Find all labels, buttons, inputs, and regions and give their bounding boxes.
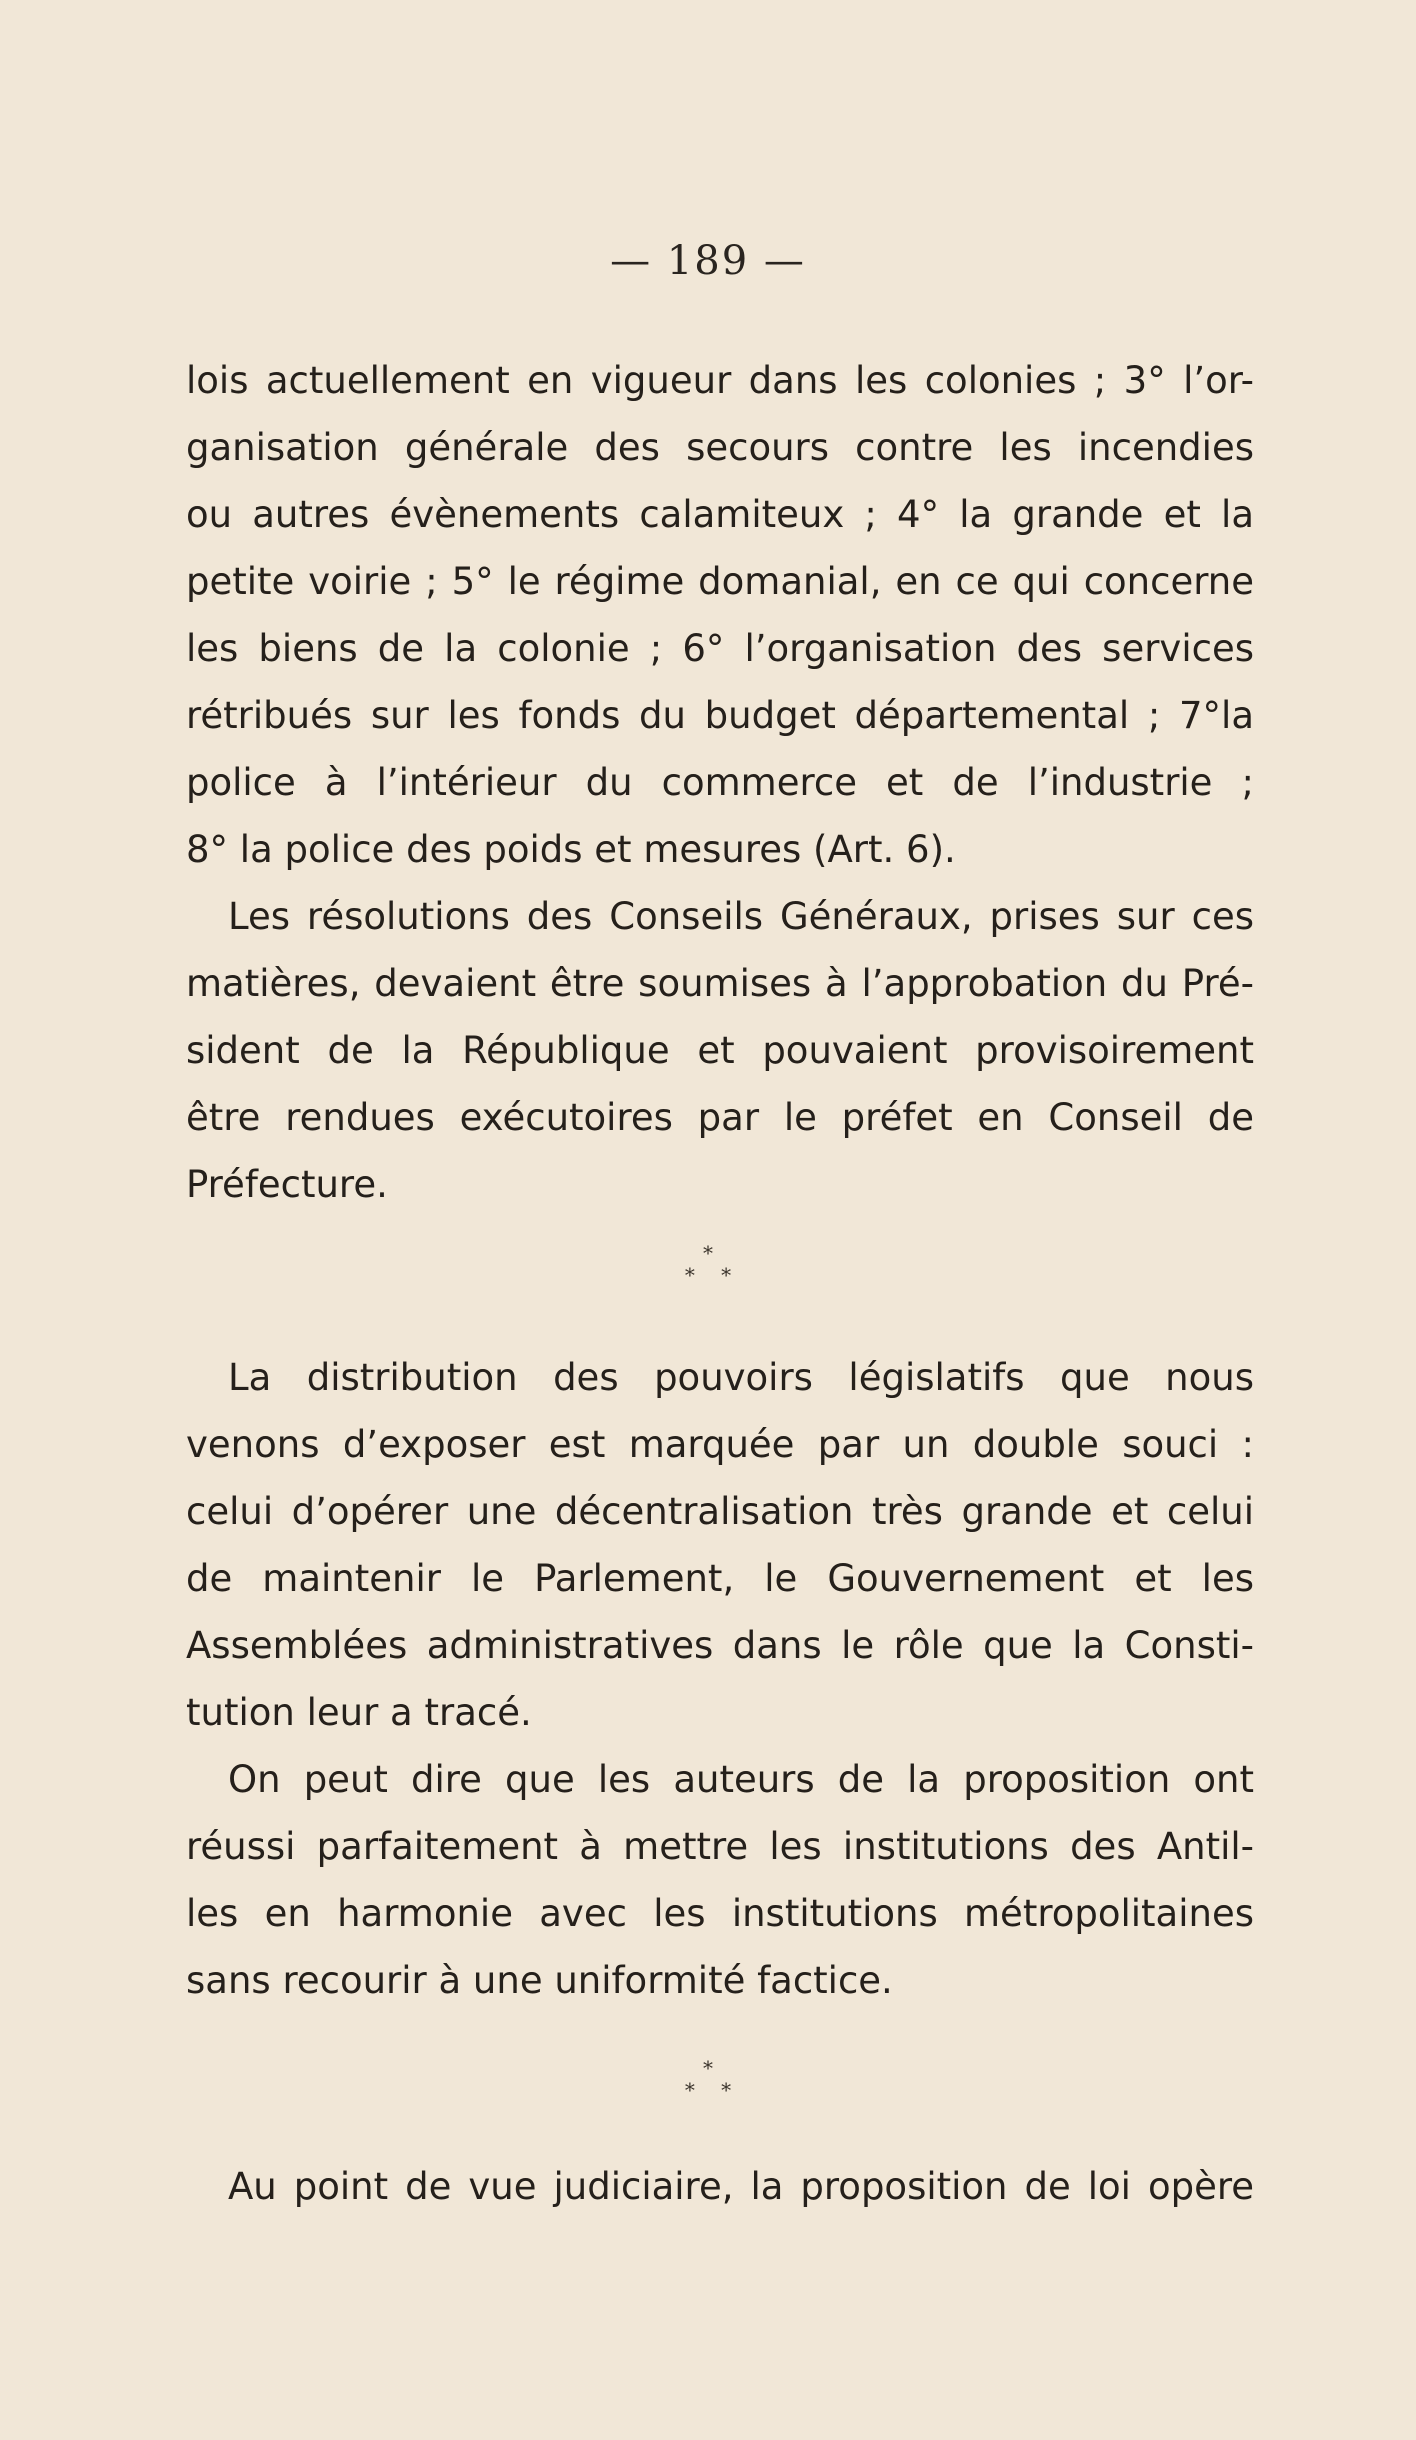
text-line: les biens de la colonie ; 6° l’organisation des services [186, 627, 1254, 670]
asterism-top: * [703, 1241, 713, 1265]
text-line: rétribués sur les fonds du budget départemental ; 7°la [186, 694, 1254, 737]
text-line: lois actuellement en vigueur dans les colonies ; 3° l’or- [186, 359, 1254, 402]
text-line: Au point de vue judiciaire, la proposition de loi opère [228, 2165, 1254, 2208]
text-line: ou autres évènements calamiteux ; 4° la grande et la [186, 493, 1254, 536]
text-block-3 [186, 2153, 1254, 2220]
text-line: les en harmonie avec les institutions métropolitaines [186, 1892, 1254, 1935]
text-line: matières, devaient être soumises à l’approbation du Pré- [186, 962, 1254, 1005]
text-line: La distribution des pouvoirs législatifs que nous [228, 1356, 1254, 1399]
page-number: — 189 — [610, 238, 806, 284]
text-line: être rendues exécutoires par le préfet en Conseil de [186, 1096, 1254, 1139]
asterism-bottom: * * [684, 1263, 742, 1287]
text-line: sident de la République et pouvaient provisoirement [186, 1029, 1254, 1072]
asterism-separator [0, 2057, 1416, 2101]
text-line: tution leur a tracé. [186, 1691, 532, 1734]
text-line: celui d’opérer une décentralisation très grande et celui [186, 1490, 1254, 1533]
text-line: Assemblées administratives dans le rôle que la Consti- [186, 1624, 1254, 1667]
text-line: Préfecture. [186, 1163, 388, 1206]
asterism-bottom: * * [684, 2078, 742, 2102]
asterism-top: * [703, 2056, 713, 2080]
text-block-2 [186, 1344, 1254, 2014]
text-line: réussi parfaitement à mettre les institutions des Antil- [186, 1825, 1254, 1868]
text-line: petite voirie ; 5° le régime domanial, en ce qui concerne [186, 560, 1254, 603]
text-line: On peut dire que les auteurs de la proposition ont [228, 1758, 1254, 1801]
text-line: de maintenir le Parlement, le Gouvernement et les [186, 1557, 1254, 1600]
text-line: sans recourir à une uniformité factice. [186, 1959, 893, 2002]
text-line: 8° la police des poids et mesures (Art. 6). [186, 828, 956, 871]
text-line: ganisation générale des secours contre les incendies [186, 426, 1254, 469]
text-line: police à l’intérieur du commerce et de l’industrie ; [186, 761, 1254, 804]
asterism-separator [0, 1242, 1416, 1286]
text-line: Les résolutions des Conseils Généraux, prises sur ces [228, 895, 1254, 938]
text-line: venons d’exposer est marquée par un double souci : [186, 1423, 1254, 1466]
text-block-1 [186, 347, 1254, 1218]
